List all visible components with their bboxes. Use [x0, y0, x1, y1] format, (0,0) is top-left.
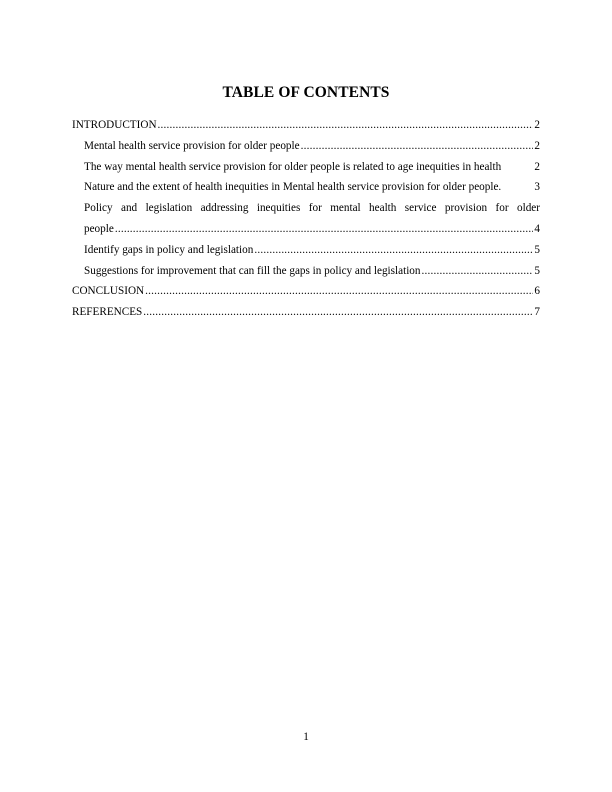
toc-entry-label: Mental health service provision for older people: [84, 139, 300, 152]
dot-leader: [115, 219, 534, 240]
dot-leader: [143, 302, 533, 323]
toc-page-number: 4: [534, 222, 540, 235]
toc-entry-identify-gaps[interactable]: [72, 240, 540, 261]
toc-entry-references[interactable]: [72, 302, 540, 323]
toc-entry-policy-legislation[interactable]: [72, 198, 540, 240]
toc-entry-label: Suggestions for improvement that can fill the gaps in policy and legislation: [84, 264, 421, 277]
toc-page-number: 2: [534, 139, 540, 152]
dot-leader: [145, 281, 533, 302]
toc-page-number: 2: [534, 119, 540, 131]
toc-entry-label-line1: Policy and legislation addressing inequities for mental health service provision for older: [84, 202, 540, 215]
toc-page-number: 2: [534, 160, 540, 173]
toc-entry-conclusion[interactable]: [72, 281, 540, 302]
page-title: TABLE OF CONTENTS: [222, 84, 390, 101]
toc-entry-label-line2: people: [84, 222, 114, 235]
page-number-footer: 1: [303, 731, 309, 743]
toc-page-number: 5: [534, 243, 540, 256]
toc-entry-label-line2-row: [84, 219, 540, 240]
toc-page-number: 6: [534, 285, 540, 298]
toc-entry-label: INTRODUCTION: [72, 119, 157, 131]
toc-entry-label: Nature and the extent of health inequities in Mental health service provision for older people.: [84, 181, 502, 194]
dot-leader: [301, 136, 534, 157]
toc-entry-label: CONCLUSION: [72, 285, 145, 298]
toc-entry-label: Identify gaps in policy and legislation: [84, 243, 254, 256]
toc-entry-suggestions[interactable]: [72, 261, 540, 282]
toc-entry-mental-health-provision[interactable]: [72, 136, 540, 157]
dot-leader: [422, 261, 534, 282]
toc-entry-label: The way mental health service provision for older people is related to age inequities in health: [84, 160, 502, 173]
toc-entry-age-inequities[interactable]: [72, 157, 540, 178]
toc-entry-nature-extent[interactable]: [72, 177, 540, 198]
toc-entry-label: REFERENCES: [72, 306, 143, 319]
dot-leader: [254, 240, 533, 261]
dot-leader: [158, 115, 534, 136]
toc-page-number: 7: [534, 306, 540, 319]
toc-page-number: 3: [534, 181, 540, 194]
table-of-contents: [72, 115, 540, 323]
toc-page-number: 5: [534, 264, 540, 277]
toc-entry-introduction[interactable]: [72, 115, 540, 136]
